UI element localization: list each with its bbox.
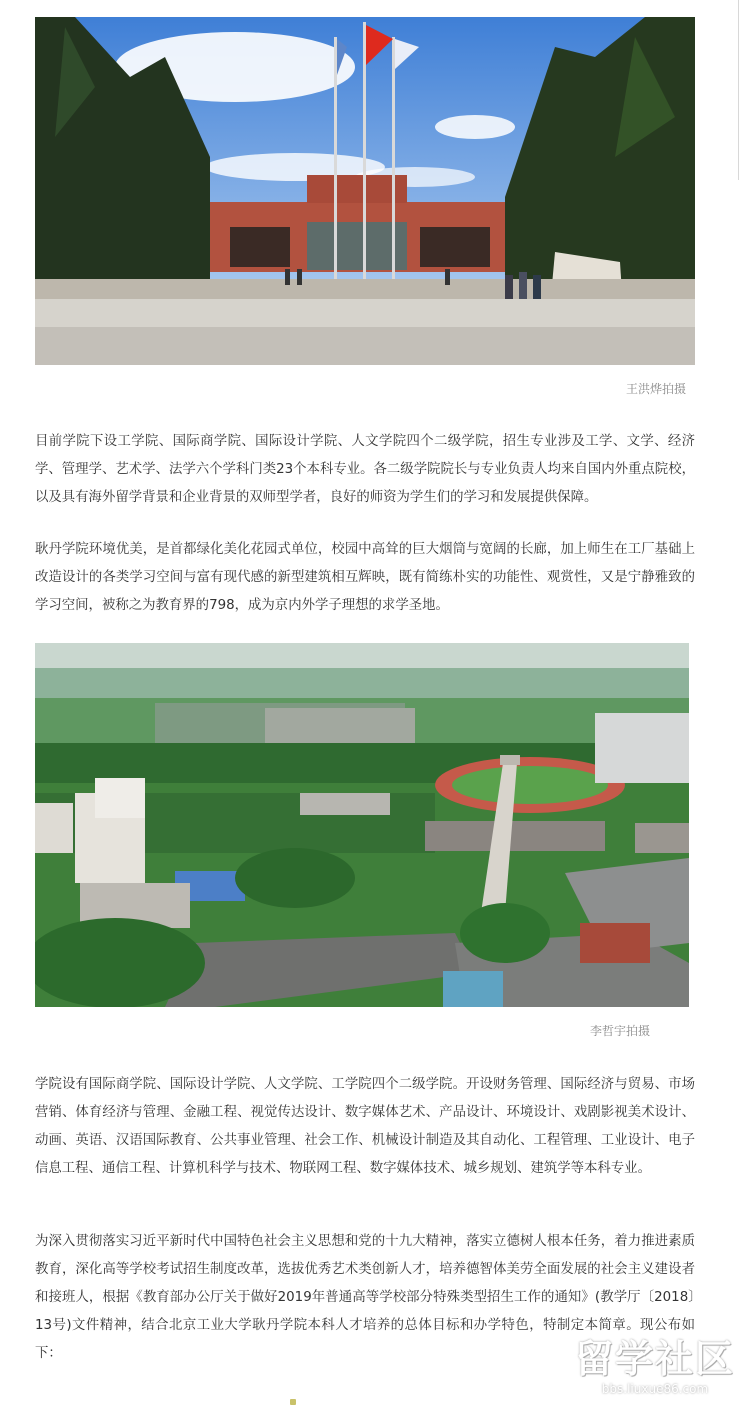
image-placeholder-icon bbox=[290, 1399, 296, 1405]
watermark-url: bbs.liuxue86.com bbox=[601, 1382, 709, 1396]
policy-paragraph: 为深入贯彻落实习近平新时代中国特色社会主义思想和党的十九大精神，落实立德树人根本任务，着力推进素质教育，深化高等学校考试招生制度改革，选拔优秀艺术类创新人才，培养德智体美劳全面发展的社会主义建设者和接班人，根据《教育部办公厅关于做好2019年普通高等学校部分特殊类型招生工作的通知》(教学厅〔2018〕13号)文件精神，结合北京工业大学耿丹学院本科人才培养的总体目标和办学特色，特制定本简章。现公布如下： bbox=[35, 1234, 695, 1361]
campus-aerial-photo bbox=[35, 643, 689, 1007]
watermark-title: 留学社区 bbox=[574, 1337, 735, 1381]
campus-gate-photo bbox=[35, 17, 695, 365]
majors-paragraph: 学院设有国际商学院、国际设计学院、人文学院、工学院四个二级学院。开设财务管理、国际经济与贸易、市场营销、体育经济与管理、金融工程、视觉传达设计、数字媒体艺术、产品设计、环境设计、戏剧影视美术设计、动画、英语、汉语国际教育、公共事业管理、社会工作、机械设计制造及其自动化、工程管理、工业设计、电子信息工程、通信工程、计算机科学与技术、物联网工程、数字媒体技术、城乡规划、建筑学等本科专业。 bbox=[35, 1077, 695, 1176]
site-watermark bbox=[574, 1336, 736, 1398]
intro-paragraph-1: 目前学院下设工学院、国际商学院、国际设计学院、人文学院四个二级学院，招生专业涉及工学、文学、经济学、管理学、艺术学、法学六个学科门类23个本科专业。各二级学院院长与专业负责人均来自国内外重点院校，以及具有海外留学背景和企业背景的双师型学者，良好的师资为学生们的学习和发展提供保障。 bbox=[35, 434, 695, 505]
photo-credit-1: 王洪烨拍摄 bbox=[625, 382, 686, 396]
photo-credit-2: 李哲宇拍摄 bbox=[590, 1024, 651, 1038]
page-edge-rule bbox=[738, 0, 739, 180]
intro-paragraph-2: 耿丹学院环境优美，是首都绿化美化花园式单位，校园中高耸的巨大烟筒与宽阔的长廊，加上师生在工厂基础上改造设计的各类学习空间与富有现代感的新型建筑相互辉映，既有简练朴实的功能性、观赏性，又是宁静雅致的学习空间，被称之为教育界的798，成为京内外学子理想的求学圣地。 bbox=[35, 542, 695, 613]
